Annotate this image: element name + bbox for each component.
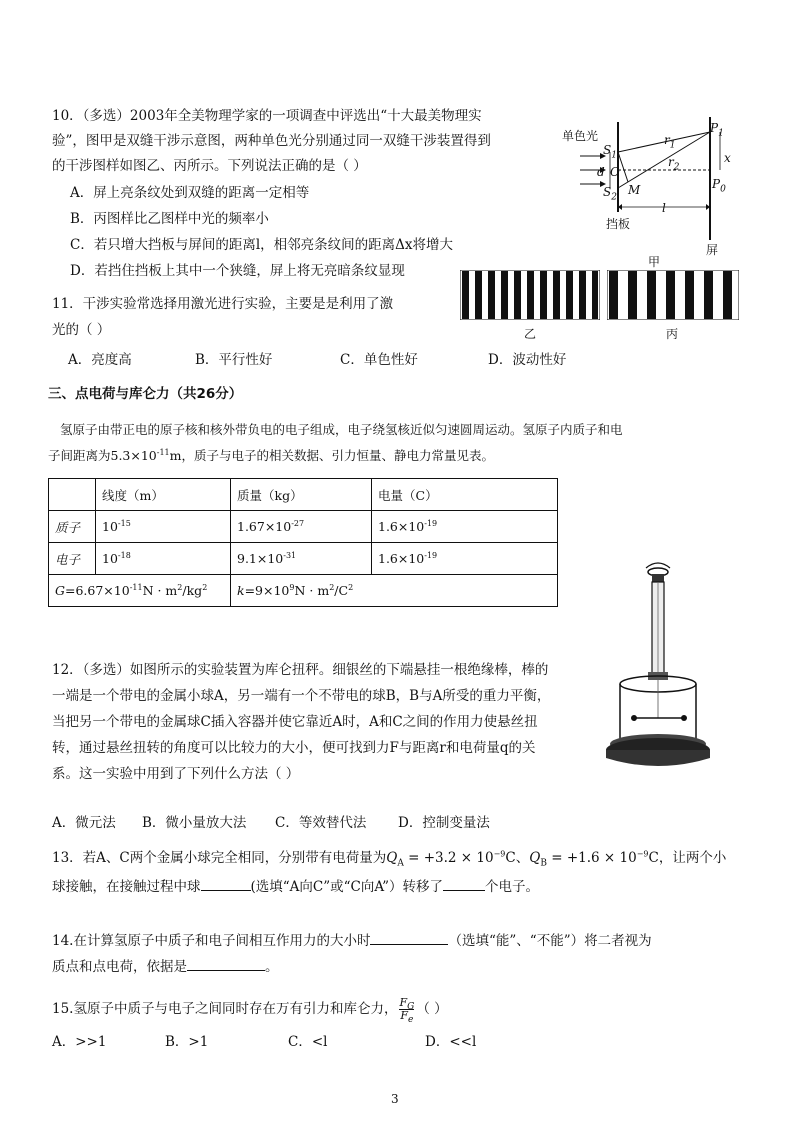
label-o: O [610, 165, 620, 179]
q10-line3: 的干涉图样如图乙、丙所示。下列说法正确的是（ ） [52, 158, 367, 174]
q11-line1: 11．干涉实验常选择用激光进行实验，主要是是利用了激 [52, 296, 394, 312]
table-row [49, 543, 558, 575]
table-header-cell: 质量（kg） [231, 479, 372, 511]
table-row [49, 575, 558, 607]
torsion-balance-illustration [600, 560, 720, 810]
q12-option-b: B．微小量放大法 [142, 815, 247, 831]
label-d: d [597, 165, 605, 179]
q12-line1: 12．（多选）如图所示的实验装置为库仑扭秤。细银丝的下端悬挂一根绝缘棒，棒的 [52, 662, 549, 678]
q10-line1: 10．（多选）2003年全美物理学家的一项调查中评选出“十大最美物理实 [52, 108, 482, 124]
label-monochromatic-light: 单色光 [562, 129, 599, 143]
caption-jia: 甲 [648, 255, 661, 269]
q14-line2: 质点和点电荷，依据是 。 [52, 956, 279, 977]
q12-line2: 一端是一个带电的金属小球A，另一端有一个不带电的球B，B与A所受的重力平衡， [52, 688, 551, 704]
q15-option-c: C．<l [288, 1034, 328, 1050]
q12-line3: 当把另一个带电的金属球C插入容器并使它靠近A时，A和C之间的作用力使悬丝扭 [52, 714, 538, 730]
q11-option-d: D．波动性好 [488, 352, 567, 368]
answer-blank[interactable] [370, 930, 448, 945]
row-label: 电子 [49, 543, 96, 575]
row-label: 质子 [49, 511, 96, 543]
table-header-cell: 电量（C） [372, 479, 558, 511]
table-header-cell: 线度（m） [96, 479, 231, 511]
table-cell: $9.1\times 10^{-31}$ [231, 543, 372, 575]
label-x: x [724, 151, 731, 165]
caption-yi: 乙 [524, 327, 537, 341]
constants-table [48, 478, 558, 607]
gravitational-constant-cell: $G=6.67\times 10^{-11}N \cdot m^2/kg^2$ [49, 575, 231, 607]
intro-line1: 氢原子由带正电的原子核和核外带负电的电子组成，电子绕氢核近似匀速圆周运动。氢原子内质子和电 [60, 422, 623, 437]
intro-line2: 子间距离为$5.3\times 10^{-11}m$，质子与电子的相关数据、引力恒量、静电力常量见表。 [48, 447, 495, 463]
coulomb-constant-cell: $k=9\times 10^9N \cdot m^2/C^2$ [231, 575, 558, 607]
q10-option-d: D．若挡住挡板上其中一个狭缝，屏上将无亮暗条纹显现 [70, 263, 405, 279]
table-cell: $1.6\times 10^{-19}$ [372, 511, 558, 543]
q11-option-c: C．单色性好 [340, 352, 418, 368]
q12-option-d: D．控制变量法 [398, 815, 490, 831]
q10-option-b: B．丙图样比乙图样中光的频率小 [70, 211, 269, 227]
label-s2: $S_2$ [603, 185, 617, 203]
label-r2: $r_2$ [668, 155, 680, 173]
q11-option-b: B．平行性好 [195, 352, 273, 368]
q10-line2: 验”，图甲是双缝干涉示意图，两种单色光分别通过同一双缝干涉装置得到 [52, 133, 491, 149]
q12-option-c: C．等效替代法 [275, 815, 367, 831]
q15-option-b: B．>1 [165, 1034, 209, 1050]
table-header-row [49, 479, 558, 511]
table-row [49, 511, 558, 543]
label-r1: $r_1$ [664, 133, 676, 151]
q12-line5: 系。这一实验中用到了下列什么方法（ ） [52, 766, 300, 782]
q10-option-c: C．若只增大挡板与屏间的距离l，相邻亮条纹间的距离Δx将增大 [70, 237, 454, 253]
answer-blank[interactable] [187, 956, 265, 971]
label-baffle: 挡板 [606, 217, 631, 231]
label-s1: $S_1$ [603, 143, 617, 161]
q12-line4: 转，通过悬丝扭转的角度可以比较力的大小，便可找到力F与距离r和电荷量q的关 [52, 740, 536, 756]
q13-line1: 13．若A、C两个金属小球完全相同，分别带有电荷量为$Q_A = +3.2 \times 10^{-9}C$、$Q_B = +1.6 \times 10^{-9}C$，让两个小 [52, 849, 727, 869]
table-cell: $10^{-15}$ [96, 511, 231, 543]
q13-line2: 球接触，在接触过程中球 (选填“A向C”或“C向A”）转移了 个电子。 [52, 876, 539, 897]
q15-option-d: D．<<l [425, 1034, 477, 1050]
q12-option-a: A．微元法 [52, 815, 116, 831]
fringe-pattern-bing [607, 270, 739, 320]
table-cell: $1.67\times 10^{-27}$ [231, 511, 372, 543]
q10-option-a: A．屏上亮条纹处到双缝的距离一定相等 [70, 185, 310, 201]
page-number: 3 [391, 1092, 399, 1106]
label-p1: $P_1$ [710, 121, 724, 139]
q15-line: 15.氢原子中质子与电子之间同时存在万有引力和库仑力， $\frac{F_G}{F_e}$ （ ） [52, 996, 448, 1026]
q15-option-a: A．>>1 [52, 1034, 107, 1050]
force-ratio-fraction: $\frac{F_G}{F_e}$ [399, 996, 415, 1026]
label-p0: $P_0$ [712, 177, 726, 195]
answer-blank[interactable] [443, 876, 485, 891]
label-screen: 屏 [706, 243, 719, 257]
q11-line2: 光的（ ） [52, 322, 111, 338]
q14-line1: 14.在计算氢原子中质子和电子间相互作用力的大小时 （选填“能”、“不能”）将二者视为 [52, 930, 652, 951]
table-header-cell [49, 479, 96, 511]
label-l: l [662, 201, 666, 215]
table-cell: $10^{-18}$ [96, 543, 231, 575]
label-m: M [628, 183, 641, 197]
section-3-title: 三、点电荷与库仑力（共26分） [48, 386, 243, 402]
fringe-pattern-yi [460, 270, 600, 320]
q11-option-a: A．亮度高 [68, 352, 132, 368]
caption-bing: 丙 [666, 327, 679, 341]
answer-blank[interactable] [201, 876, 251, 891]
table-cell: $1.6\times 10^{-19}$ [372, 543, 558, 575]
